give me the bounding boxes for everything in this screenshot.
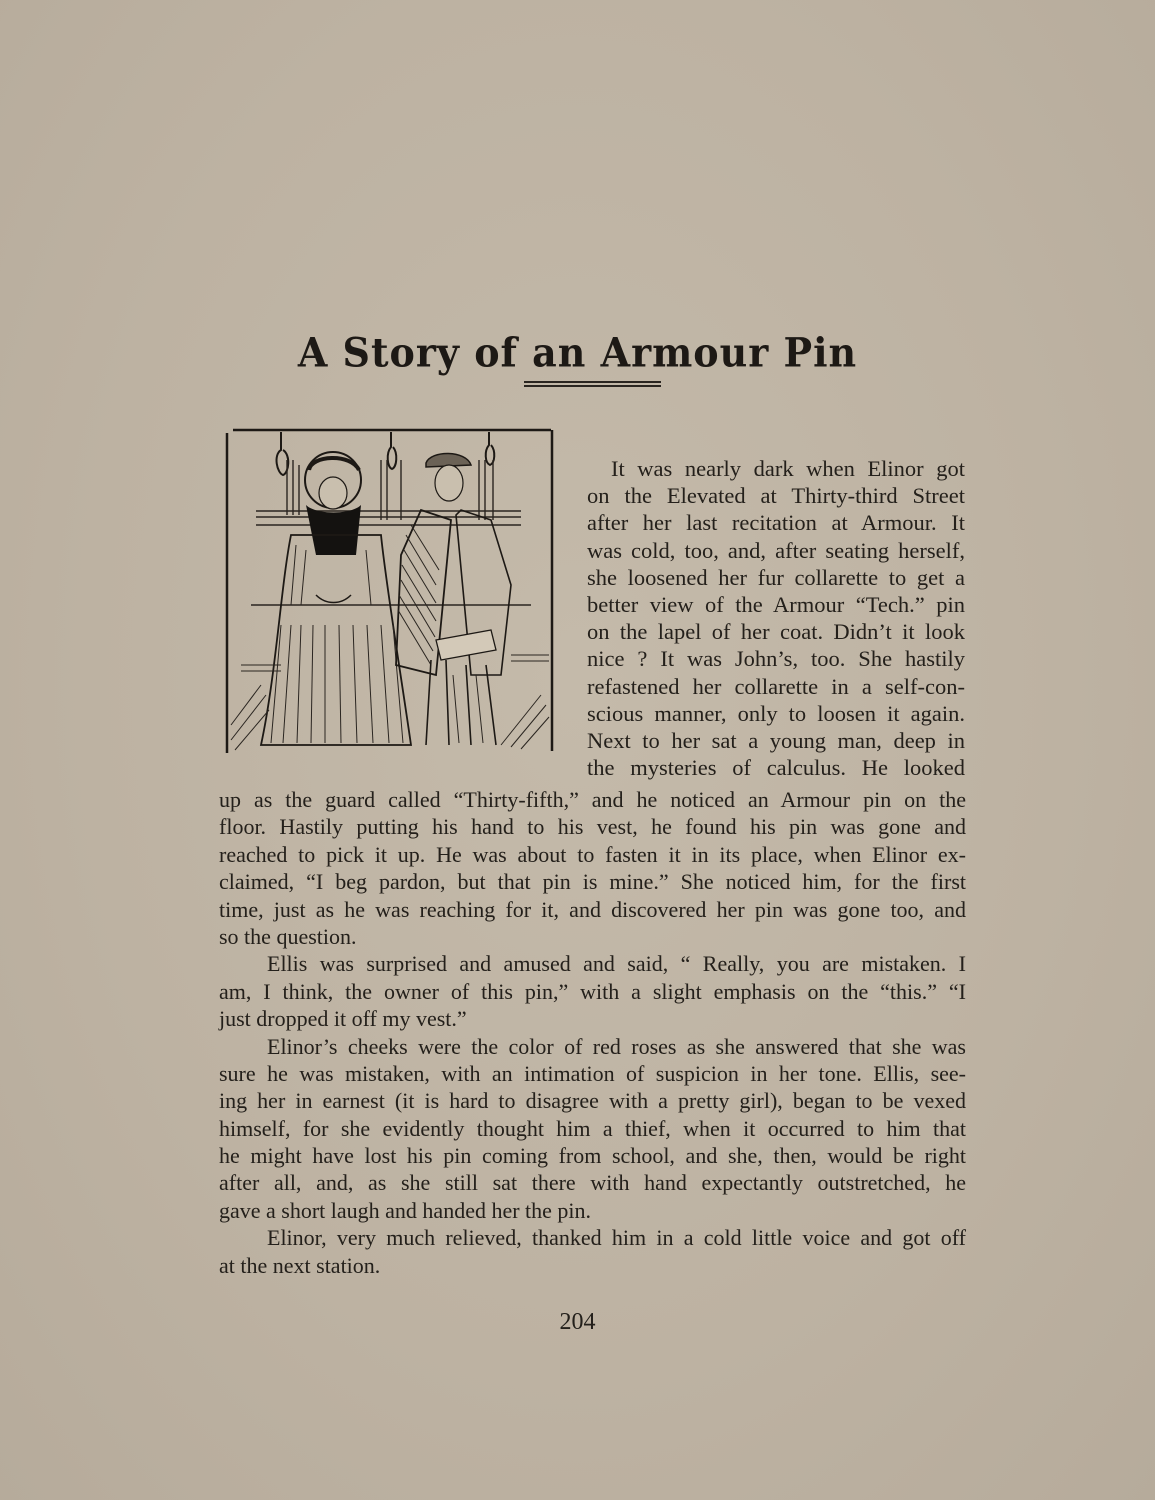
- text-line: floor. Hastily putting his hand to his vest, he found his pin was gone and: [219, 814, 966, 840]
- story-illustration: [221, 425, 555, 755]
- text-line: just dropped it off my vest.”: [219, 1006, 467, 1032]
- text-line: scious manner, only to loosen it again.: [587, 700, 965, 726]
- title-double-rule: [524, 381, 661, 387]
- text-line: Next to her sat a young man, deep in: [587, 727, 965, 753]
- opening-paragraph-wrapped: [587, 455, 965, 781]
- text-line: on the lapel of her coat. Didn’t it look: [587, 619, 965, 645]
- man-figure: [396, 453, 511, 745]
- woman-figure: [261, 452, 411, 745]
- text-line: so the question.: [219, 923, 357, 949]
- text-line: she loosened her fur collarette to get a: [587, 564, 965, 590]
- paragraph-ellis-start: Ellis was surprised and amused and said, “ Really, you are mistaken. I: [267, 951, 966, 977]
- text-line: at the next station.: [219, 1252, 381, 1278]
- text-line: nice ? It was John’s, too. She hastily: [587, 646, 965, 672]
- text-line: the mysteries of calculus. He looked: [587, 755, 965, 781]
- page-number: 204: [559, 1309, 596, 1335]
- text-line: on the Elevated at Thirty-third Street: [587, 483, 965, 509]
- text-line: time, just as he was reaching for it, and discovered her pin was gone too, and: [219, 896, 966, 922]
- text-line: sure he was mistaken, with an intimation of suspicion in her tone. Ellis, see-: [219, 1060, 966, 1086]
- seat-rail: [251, 511, 531, 605]
- text-line: after all, and, as she still sat there with hand expectantly outstretched, he: [219, 1170, 966, 1196]
- text-line: was cold, too, and, after seating herself,: [587, 537, 965, 563]
- text-line: reached to pick it up. He was about to fasten it in its place, when Elinor ex-: [219, 841, 966, 867]
- story-body: [219, 786, 966, 1279]
- text-line: up as the guard called “Thirty-fifth,” and he noticed an Armour pin on the: [219, 787, 966, 812]
- text-line: after her last recitation at Armour. It: [587, 510, 965, 536]
- text-line: better view of the Armour “Tech.” pin: [587, 591, 965, 617]
- text-line: claimed, “I beg pardon, but that pin is mine.” She noticed him, for the first: [219, 869, 966, 895]
- text-line: refastened her collarette in a self-con-: [587, 673, 965, 699]
- text-line: It was nearly dark when Elinor got: [611, 456, 965, 481]
- text-line: gave a short laugh and handed her the pin.: [219, 1197, 592, 1223]
- illustration-train-passengers: [221, 425, 555, 755]
- text-line: himself, for she evidently thought him a thief, when it occurred to him that: [219, 1115, 966, 1141]
- story-title: A Story of an Armour Pin: [297, 328, 858, 377]
- text-line: am, I think, the owner of this pin,” with a slight emphasis on the “this.” “I: [219, 978, 966, 1004]
- text-line: ing her in earnest (it is hard to disagree with a pretty girl), began to be vexed: [219, 1088, 966, 1114]
- paragraph-cheeks-start: Elinor’s cheeks were the color of red roses as she answered that she was: [267, 1033, 966, 1059]
- text-line: he might have lost his pin coming from school, and she, then, would be right: [219, 1143, 966, 1169]
- paragraph-relieved-start: Elinor, very much relieved, thanked him in a cold little voice and got off: [267, 1225, 966, 1251]
